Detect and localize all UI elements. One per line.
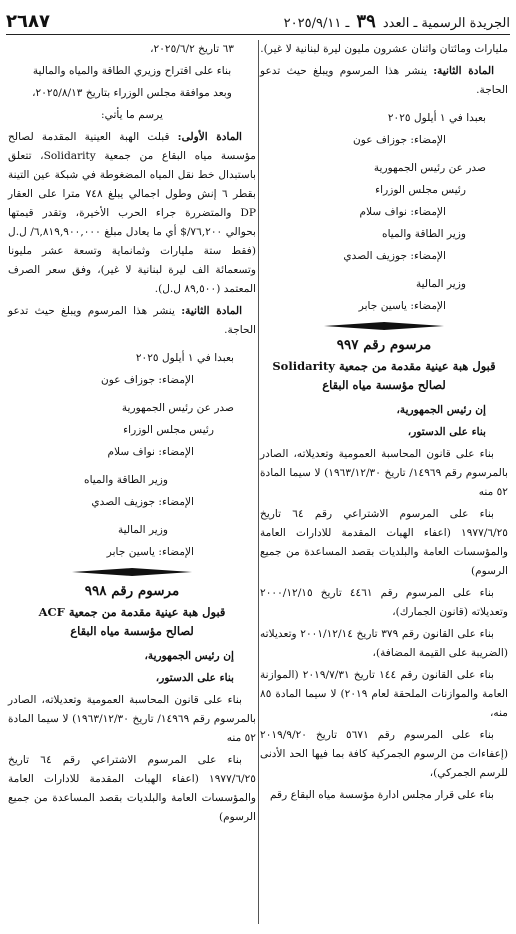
pm-signature: الإمضاء: نواف سلام	[359, 206, 446, 218]
section-separator	[324, 322, 444, 330]
column-divider	[258, 40, 259, 924]
recital-4: بناء على القانون رقم ٣٧٩ تاريخ ٢٠٠١/١٢/١٤ وتعديلاته (الضريبة على القيمة المضافة)،	[260, 628, 508, 659]
article-1	[8, 128, 256, 299]
article-label: المادة الثانية:	[433, 65, 495, 77]
preamble-constitution: بناء على الدستور،	[155, 672, 234, 684]
decree-subject-line2: لصالح مؤسسة مياه البقاع	[70, 624, 194, 638]
section-separator	[72, 568, 192, 576]
date-line: بعبدا في ١ أيلول ٢٠٢٥	[135, 352, 234, 364]
preamble-president: إن رئيس الجمهورية،	[396, 404, 486, 416]
article-2	[260, 62, 508, 100]
decree-subject-line2: لصالح مؤسسة مياه البقاع	[322, 378, 446, 392]
pm-signature: الإمضاء: نواف سلام	[107, 446, 194, 458]
preamble-constitution: بناء على الدستور،	[407, 426, 486, 438]
recital-5: بناء على القانون رقم ١٤٤ تاريخ ٢٠١٩/٧/٣١ (الموازنة العامة والموازنات الملحقة لعام ٢٠١٩) لا سيما المادة ٨٥ منه،	[260, 669, 508, 719]
recital-6: بناء على المرسوم رقم ٥٦٧١ تاريخ ٢٠١٩/٩/٢٠ (إعفاءات من الرسوم الجمركية كافة بما فيها الحد الأدنى للرسم الجمركي)،	[260, 729, 508, 779]
energy-minister-signature: الإمضاء: جوزيف الصدي	[91, 496, 194, 508]
decree-subject	[8, 603, 256, 641]
decree-subject-line1: قبول هبة عينية مقدمة من جمعية ACF	[38, 605, 226, 619]
pm-title: رئيس مجلس الوزراء	[375, 184, 466, 196]
article-text: ينشر هذا المرسوم ويبلغ حيث تدعو الحاجة.	[260, 65, 508, 96]
page-header	[6, 8, 510, 35]
energy-minister-signature: الإمضاء: جوزيف الصدي	[343, 250, 446, 262]
president-signature: الإمضاء: جوزاف عون	[353, 134, 446, 146]
approval-line: وبعد موافقة مجلس الوزراء بتاريخ ٢٠٢٥/٨/١٣،	[32, 87, 232, 99]
issue-date: ـ ٢٠٢٥/٩/١١	[283, 16, 350, 31]
date-line: بعبدا في ١ أيلول ٢٠٢٥	[387, 112, 486, 124]
continued-date: ٦٣ تاريخ ٢٠٢٥/٦/٢،	[150, 43, 234, 55]
issued-by: صدر عن رئيس الجمهورية	[121, 402, 234, 414]
gazette-header-title	[284, 11, 510, 32]
continued-text: مليارات ومائتان واثنان عشرون مليون ليرة لبنانية لا غير).	[260, 43, 508, 55]
decrees-line: يرسم ما يأتي:	[101, 109, 163, 121]
recital-7: بناء على قرار مجلس ادارة مؤسسة مياه البقاع رقم	[269, 789, 494, 801]
decree-title: مرسوم رقم ٩٩٧	[336, 337, 432, 353]
president-signature: الإمضاء: جوزاف عون	[101, 374, 194, 386]
energy-minister-title: وزير الطاقة والمياه	[382, 228, 466, 240]
preamble-president: إن رئيس الجمهورية،	[144, 650, 234, 662]
article-text: قبلت الهبة العينية المقدمة لصالح مؤسسة مياه البقاع من جمعية Solidarity، تتعلق باستبدال خط نقل المياه المضغوطة في شبكة عين التينة بقطر ٦ إنش وطول اجمالي يبلغ ٧٤٨ مترا على العقار DP والمتضررة جراء الحرب الأخيرة، وتقدر قيمتها بحوالي ٧٦,٢٠٠/$ أي ما يعادل مبلغ ٦,٨١٩,٩٠٠,٠٠٠/ ل.ل (فقط ستة مليارات وثمانماية وتسعة عشر مليونا وتسعمائة الف ليرة لبنانية لا غير)، وفق سعر الصرف المعتمد (٨٩,٥٠٠ ل.ل).	[8, 131, 256, 295]
recital-2: بناء على المرسوم الاشتراعي رقم ٦٤ تاريخ ١٩٧٧/٦/٢٥ (اعفاء الهبات المقدمة للادارات العامة والمؤسسات العامة والبلديات بقصد المساعدة من جميع الرسوم)	[260, 508, 508, 577]
recital-3: بناء على المرسوم رقم ٤٤٦١ تاريخ ٢٠٠٠/١٢/١٥ وتعديلاته (قانون الجمارك)،	[260, 587, 508, 618]
article-text: ينشر هذا المرسوم ويبلغ حيث تدعو الحاجة.	[8, 305, 256, 336]
finance-minister-signature: الإمضاء: ياسين جابر	[358, 300, 446, 312]
left-column	[8, 40, 256, 830]
finance-minister-title: وزير المالية	[117, 524, 168, 536]
finance-minister-title: وزير المالية	[415, 278, 466, 290]
article-label: المادة الثانية:	[181, 305, 243, 317]
issue-number: ٣٩	[356, 11, 376, 32]
energy-minister-title: وزير الطاقة والمياه	[84, 474, 168, 486]
recital-2: بناء على المرسوم الاشتراعي رقم ٦٤ تاريخ ١٩٧٧/٦/٢٥ (اعفاء الهبات المقدمة للادارات العامة والمؤسسات العامة والبلديات بقصد المساعدة من جميع الرسوم)	[8, 754, 256, 823]
issued-by: صدر عن رئيس الجمهورية	[373, 162, 486, 174]
recital-1: بناء على قانون المحاسبة العمومية وتعديلاته، الصادر بالمرسوم رقم ١٤٩٦٩/ تاريخ ١٩٦٣/١٢/٣٠) لا سيما المادة ٥٢ منه	[8, 694, 257, 744]
finance-minister-signature: الإمضاء: ياسين جابر	[106, 546, 194, 558]
article-2	[8, 302, 256, 340]
proposal-line: بناء على اقتراح وزيري الطاقة والمياه والمالية	[32, 65, 232, 77]
decree-subject-line1: قبول هبة عينية مقدمة من جمعية Solidarity	[272, 359, 496, 373]
recital-1: بناء على قانون المحاسبة العمومية وتعديلاته، الصادر بالمرسوم رقم ١٤٩٦٩/ تاريخ ١٩٦٣/١٢/٣٠) لا سيما المادة ٥٢ منه	[260, 448, 509, 498]
pm-title: رئيس مجلس الوزراء	[123, 424, 214, 436]
header-title-text: الجريدة الرسمية ـ العدد	[382, 16, 510, 31]
right-column	[260, 40, 508, 808]
decree-subject	[260, 357, 508, 395]
article-label: المادة الأولى:	[177, 131, 242, 143]
page-number: ٢٦٨٧	[6, 11, 50, 32]
decree-title: مرسوم رقم ٩٩٨	[84, 583, 180, 599]
